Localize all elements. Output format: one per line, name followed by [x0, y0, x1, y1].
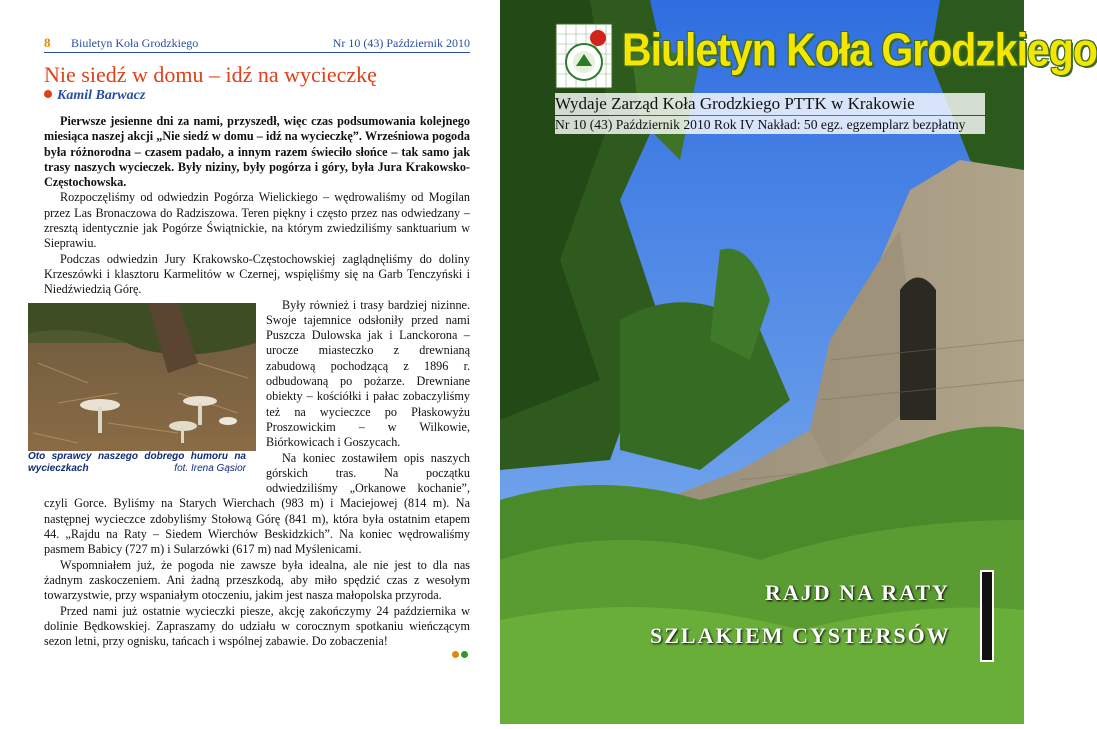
- header-bulletin-title: Biuletyn Koła Grodzkiego: [71, 36, 199, 50]
- running-header: [44, 36, 470, 53]
- club-logo: [556, 24, 612, 88]
- paragraph: Wspomniałem już, że pogoda nie zawsze była idealna, ale nie jest to dla nas żadnym zaskoczeniem. Ani żadną przeszkodą, aby miło spędzić czas z wesołym towarzystwie, przy wspaniałym otoczeniu, jakim jest nasza małopolska przyroda.: [44, 557, 470, 603]
- header-issue: Nr 10 (43) Październik 2010: [332, 36, 470, 50]
- photo-credit: fot. Irena Gąsior: [174, 462, 246, 474]
- publisher-line: Wydaje Zarząd Koła Grodzkiego PTTK w Krakowie: [555, 93, 985, 115]
- paragraph: Na koniec zostawiłem opis naszych górskich tras. Na początku odwiedziliśmy „Orkanowe kochanie”, czyli Gorce. Byliśmy na Starych Wierchach (983 m) i Maciejowej (814 m). Na następnej wycieczce zdobyliśmy Stołową Górę (841 m), która była ostatnim etapem 44. „Rajdu na Raty – Siedem Wierchów Beskidzkich”. Na koniec wędrowaliśmy pasmem Babicy (727 m) i Sularzówki (617 m) nad Myślenicami.: [44, 450, 470, 557]
- caption-text: Oto sprawcy naszego dobrego humoru na wycieczkach: [28, 450, 246, 474]
- lead-paragraph: Pierwsze jesienne dni za nami, przyszedł, więc czas podsumowania kolejnego miesiąca naszej akcji „Nie siedź w domu – idź na wycieczkę”. Wrześniowa pogoda była różnorodna – czasem padało, a innym razem świeciło słońce – tak samo jak trasy naszych wycieczek. Były niziny, były pogórza i góry, była Jura Krakowsko-Częstochowska.: [44, 114, 470, 190]
- mushroom-photo: [28, 303, 256, 481]
- paragraph: Były również i trasy bardziej nizinne. Swoje tajemnice odsłoniły przed nami Puszcza Dulowska jak i Lanckorona – urocze miasteczko z drewnianą zabudową pochodzącą z 1896 r. odbudowaną po pożarze. Drewniane obiekty – kościółki i pałac zobaczyliśmy też na wycieczce po Płaskowyżu Proszowickim – w Wilkowie, Biórkowicach i Goszycach.: [266, 297, 470, 450]
- author-name: Kamil Barwacz: [57, 88, 146, 103]
- bullet-icon: [44, 90, 52, 98]
- article-body: [28, 114, 470, 649]
- byline: [44, 88, 145, 104]
- paragraph: Podczas odwiedzin Jury Krakowsko-Częstochowskiej zaglądnęliśmy do doliny Krzeszówki i klasztoru Karmelitów w Czernej, wspięliśmy się na Garb Tenczyński i Niedźwiedzią Górę.: [44, 251, 470, 297]
- cover-headline-1: RAJD NA RATY: [765, 580, 950, 605]
- photo-image: [28, 303, 256, 451]
- left-page: [0, 0, 500, 724]
- article-title: Nie siedź w domu – idź na wycieczkę: [44, 62, 377, 87]
- end-dots-icon: [450, 645, 468, 663]
- page-number: 8: [44, 35, 51, 50]
- paragraph: Przed nami już ostatnie wycieczki piesze, akcję zakończymy 24 października w dolinie Będkowskiej. Zapraszamy do udziału w corocznym spotkaniu wieńczącym sezon letni, przy ognisku, tańcach i wspólnej zabawie. Do zobaczenia!: [44, 603, 470, 649]
- cover-accent-bar: [980, 570, 994, 662]
- issue-info-line: Nr 10 (43) Październik 2010 Rok IV Nakład: 50 egz. egzemplarz bezpłatny: [555, 116, 985, 134]
- cover-title: Biuletyn Koła Grodzkiego: [622, 24, 1097, 76]
- paragraph: Rozpoczęliśmy od odwiedzin Pogórza Wielickiego – wędrowaliśmy od Mogilan przez Las Bronaczowa do Radziszowa. Teren piękny i często przez nas odwiedzany – zresztą identycznie jak Pogórze Świątnickie, na którym zwiedziliśmy sanktuarium w Sieprawiu.: [44, 190, 470, 251]
- photo-caption: [28, 451, 246, 475]
- cover-headline-2: SZLAKIEM CYSTERSÓW: [650, 623, 951, 648]
